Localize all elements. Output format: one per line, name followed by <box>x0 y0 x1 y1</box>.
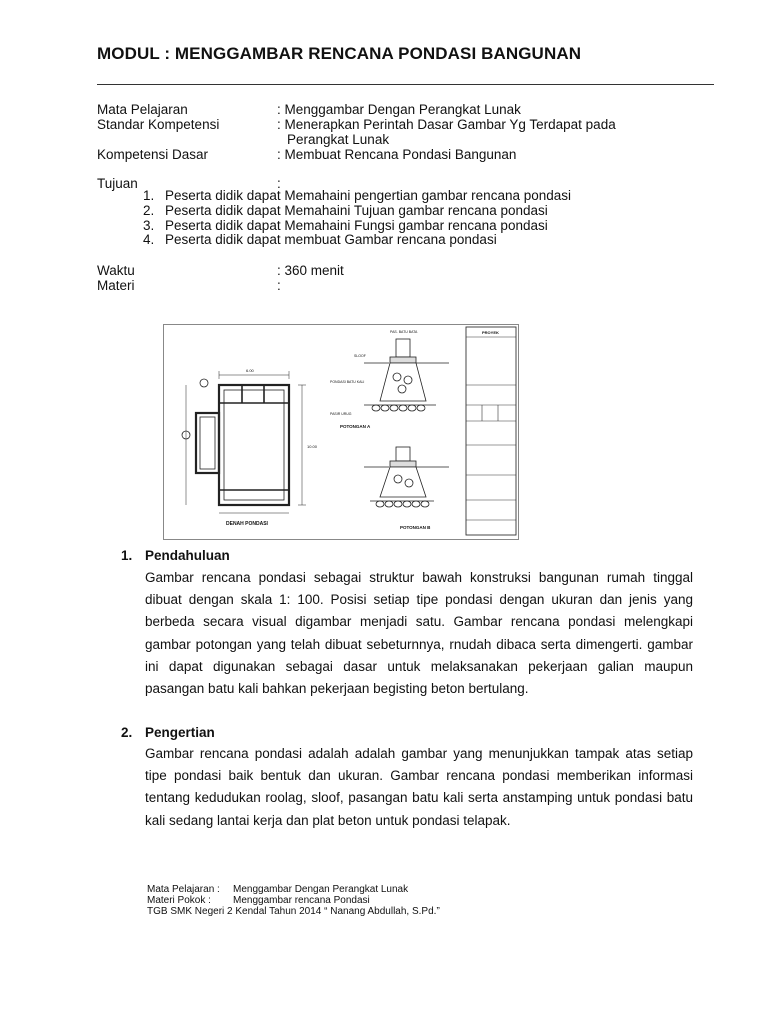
standar-kompetensi-value-cont: Perangkat Lunak <box>287 132 390 147</box>
goals-list <box>143 189 571 248</box>
goal-number: 2. <box>143 202 155 218</box>
section-heading-pengertian <box>121 725 215 740</box>
section-a-caption: POTONGAN A <box>340 424 371 429</box>
plan-caption: DENAH PONDASI <box>226 521 268 527</box>
tujuan-label: Tujuan <box>97 176 138 191</box>
goal-number: 1. <box>143 188 155 203</box>
goal-text: Peserta didik dapat Memahaini Fungsi gambar rencana pondasi <box>165 217 548 233</box>
title-divider <box>97 84 714 85</box>
section-title: Pendahuluan <box>145 548 230 563</box>
mata-pelajaran-label: Mata Pelajaran <box>97 102 188 117</box>
goal-item <box>143 219 571 234</box>
tujuan-value: : <box>277 176 281 191</box>
foundation-plan <box>182 371 306 513</box>
goal-item <box>143 233 571 248</box>
footer-value: Menggambar Dengan Perangkat Lunak <box>233 884 409 895</box>
standar-kompetensi-label: Standar Kompetensi <box>97 117 220 132</box>
foundation-drawing <box>163 324 519 540</box>
kompetensi-dasar-value: : Membuat Rencana Pondasi Bangunan <box>277 147 517 162</box>
goal-item <box>143 204 571 219</box>
section-b <box>364 447 449 507</box>
document-title: MODUL : MENGGAMBAR RENCANA PONDASI BANGUNAN <box>97 44 582 63</box>
footer-label: Materi Pokok : <box>147 895 211 906</box>
section-a-label-bata: PAS. BATU BATA <box>390 330 418 334</box>
title-block-heading: PROYEK <box>482 330 499 335</box>
footer-credit: TGB SMK Negeri 2 Kendal Tahun 2014 “ Nanang Abdullah, S.Pd.” <box>147 906 440 917</box>
footer-value: Menggambar rencana Pondasi <box>233 895 370 906</box>
plan-dim-height: 10.00 <box>307 444 318 449</box>
goal-text: Peserta didik dapat Memahaini pengertian gambar rencana pondasi <box>165 188 572 203</box>
materi-value: : <box>277 278 281 293</box>
materi-label: Materi <box>97 278 135 293</box>
section-number: 1. <box>121 548 133 563</box>
waktu-label: Waktu <box>97 263 135 278</box>
section-title: Pengertian <box>145 725 215 740</box>
goal-number: 3. <box>143 217 155 233</box>
goal-text: Peserta didik dapat membuat Gambar rencana pondasi <box>165 232 497 248</box>
kompetensi-dasar-label: Kompetensi Dasar <box>97 147 209 162</box>
goal-text: Peserta didik dapat Memahaini Tujuan gambar rencana pondasi <box>165 202 548 218</box>
section-body-pengertian: Gambar rencana pondasi adalah adalah gambar yang menunjukkan tampak atas setiap tipe pondasi baik bentuk dan ukuran. Gambar rencana pondasi memberikan informasi tentang kedudukan roolag, sloof, pasangan batu kali serta anstamping untuk pondasi batu kali sedang lantai kerja dan plat beton untuk pondasi telapak. <box>145 746 693 828</box>
section-b-caption: POTONGAN B <box>400 525 431 530</box>
goal-item <box>143 189 571 204</box>
page-footer <box>147 884 440 917</box>
waktu-value: : 360 menit <box>277 263 344 278</box>
section-heading-pendahuluan <box>121 548 230 563</box>
section-number: 2. <box>121 725 133 740</box>
goal-number: 4. <box>143 232 155 248</box>
footer-label: Mata Pelajaran : <box>147 884 220 895</box>
mata-pelajaran-value: : Menggambar Dengan Perangkat Lunak <box>277 102 521 117</box>
standar-kompetensi-value: : Menerapkan Perintah Dasar Gambar Yg Terdapat pada <box>277 117 616 132</box>
section-a-label-sloof: SLOOF <box>354 354 366 358</box>
section-a-label-pasir: PASIR URUG <box>330 412 352 416</box>
plan-dim-width: 6.00 <box>246 368 254 373</box>
title-block <box>466 327 516 535</box>
section-a-label-batu-kali: PONDASI BATU KALI <box>330 380 365 384</box>
foundation-drawing-svg <box>164 325 518 539</box>
section-a <box>364 339 449 411</box>
section-body-pendahuluan: Gambar rencana pondasi sebagai struktur bawah konstruksi bangunan rumah tinggal dibuat dengan skala 1: 100. Posisi setiap tipe pondasi dengan ukuran dan jenis yang berbeda secara visual digambar menjadi satu. Gambar rencana pondasi melengkapi gambar potongan yang telah dibuat sebeturnnya, rnudah dibaca serta dimengerti. gambar ini dapat digunakan sebagai dasar untuk melaksanakan pekerjaan galian maupun pasangan batu kali bahkan pekerjaan begisting beton bertulang. <box>145 570 693 697</box>
